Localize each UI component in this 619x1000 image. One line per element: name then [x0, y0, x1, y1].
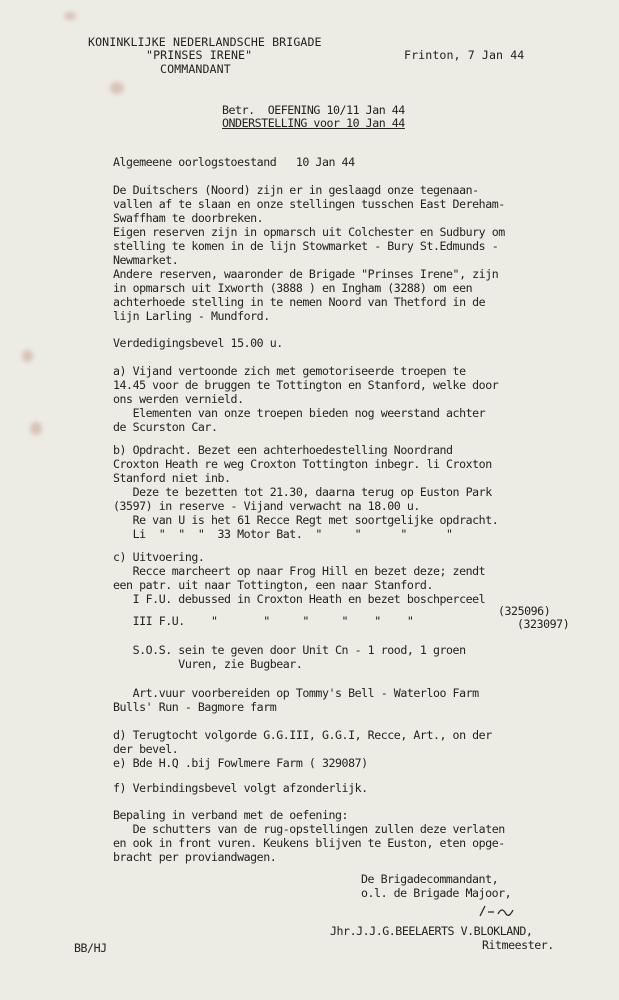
place-date: Frinton, 7 Jan 44 — [404, 48, 525, 62]
body-line: een patr. uit naar Tottington, een naar Stanford. — [113, 578, 433, 592]
body-line: Recce marcheert op naar Frog Hill en bezet deze; zendt — [113, 564, 486, 578]
body-line: de Scurston Car. — [113, 420, 218, 434]
org-name-line3: COMMANDANT — [160, 62, 231, 76]
body-line: c) Uitvoering. — [113, 550, 205, 564]
body-line: Algemeene oorlogstoestand 10 Jan 44 — [113, 155, 355, 169]
body-line: Elementen van onze troepen bieden nog weerstand achter — [113, 406, 486, 420]
subject-line1: Betr. OEFENING 10/11 Jan 44 — [222, 103, 405, 117]
body-line: S.O.S. sein te geven door Unit Cn - 1 rood, 1 groen — [113, 643, 466, 657]
body-line: Verdedigingsbevel 15.00 u. — [113, 336, 283, 350]
body-line: De schutters van de rug-opstellingen zullen deze verlaten — [113, 822, 505, 836]
body-line: lijn Larling - Mundford. — [113, 309, 270, 323]
stain-mark — [64, 12, 76, 20]
signatory-name: Jhr.J.J.G.BEELAERTS V.BLOKLAND, — [330, 924, 533, 938]
subject-line2: ONDERSTELLING voor 10 Jan 44 — [222, 116, 405, 130]
body-line: III F.U. " " " " " " — [113, 614, 414, 628]
stain-mark — [30, 422, 42, 435]
org-name-line2: "PRINSES IRENE" — [146, 48, 253, 62]
body-line: Deze te bezetten tot 21.30, daarna terug op Euston Park — [113, 485, 492, 499]
body-line: d) Terugtocht volgorde G.G.III, G.G.I, Recce, Art., on der — [113, 728, 492, 742]
body-line: der bevel. — [113, 742, 179, 756]
body-line: en ook in front vuren. Keukens blijven te Euston, eten opge- — [113, 836, 505, 850]
body-line: stelling te komen in de lijn Stowmarket - Bury St.Edmunds - — [113, 239, 499, 253]
reference-initials: BB/HJ — [74, 941, 107, 955]
body-line: Bulls' Run - Bagmore farm — [113, 700, 277, 714]
body-line: (3597) in reserve - Vijand verwacht na 18.00 u. — [113, 499, 420, 513]
body-line: b) Opdracht. Bezet een achterhoedestelling Noordrand — [113, 443, 453, 457]
body-line: Stanford niet inb. — [113, 471, 231, 485]
body-line: e) Bde H.Q .bij Fowlmere Farm ( 329087) — [113, 756, 368, 770]
closing-line2: o.l. de Brigade Majoor, — [361, 886, 512, 900]
body-line: bracht per proviandwagen. — [113, 850, 277, 864]
body-line: Li " " " 33 Motor Bat. " " " " — [113, 527, 453, 541]
body-line: vallen af te slaan en onze stellingen tusschen East Dereham- — [113, 197, 505, 211]
body-line: I F.U. debussed in Croxton Heath en bezet boschperceel — [113, 592, 486, 606]
body-line: achterhoede stelling in te nemen Noord van Thetford in de — [113, 295, 486, 309]
signatory-rank: Ritmeester. — [482, 938, 554, 952]
grid-ref-2: (323097) — [517, 617, 570, 631]
closing-line1: De Brigadecommandant, — [361, 872, 499, 886]
body-line: Croxton Heath re weg Croxton Tottington inbegr. li Croxton — [113, 457, 492, 471]
body-line: Art.vuur voorbereiden op Tommy's Bell - Waterloo Farm — [113, 686, 479, 700]
body-line: Eigen reserven zijn in opmarsch uit Colchester en Sudbury om — [113, 225, 505, 239]
body-line: 14.45 voor de bruggen te Tottington en Stanford, welke door — [113, 378, 499, 392]
body-line: Newmarket. — [113, 253, 179, 267]
stain-mark — [22, 350, 33, 362]
body-line: Bepaling in verband met de oefening: — [113, 808, 349, 822]
body-line: Re van U is het 61 Recce Regt met soortgelijke opdracht. — [113, 513, 499, 527]
body-line: Vuren, zie Bugbear. — [113, 657, 303, 671]
body-line: Andere reserven, waaronder de Brigade "Prinses Irene", zijn — [113, 267, 499, 281]
body-line: a) Vijand vertoonde zich met gemotoriseerde troepen te — [113, 364, 466, 378]
handwritten-signature — [476, 902, 516, 920]
body-line: ons werden vernield. — [113, 392, 244, 406]
grid-ref-1: (325096) — [498, 604, 551, 618]
body-line: Swaffham te doorbreken. — [113, 211, 264, 225]
stain-mark — [110, 82, 124, 94]
org-name-line1: KONINKLIJKE NEDERLANDSCHE BRIGADE — [88, 35, 322, 49]
body-line: De Duitschers (Noord) zijn er in geslaagd onze tegenaan- — [113, 183, 479, 197]
body-line: in opmarsch uit Ixworth (3888 ) en Ingham (3288) om een — [113, 281, 473, 295]
body-line: f) Verbindingsbevel volgt afzonderlijk. — [113, 781, 368, 795]
